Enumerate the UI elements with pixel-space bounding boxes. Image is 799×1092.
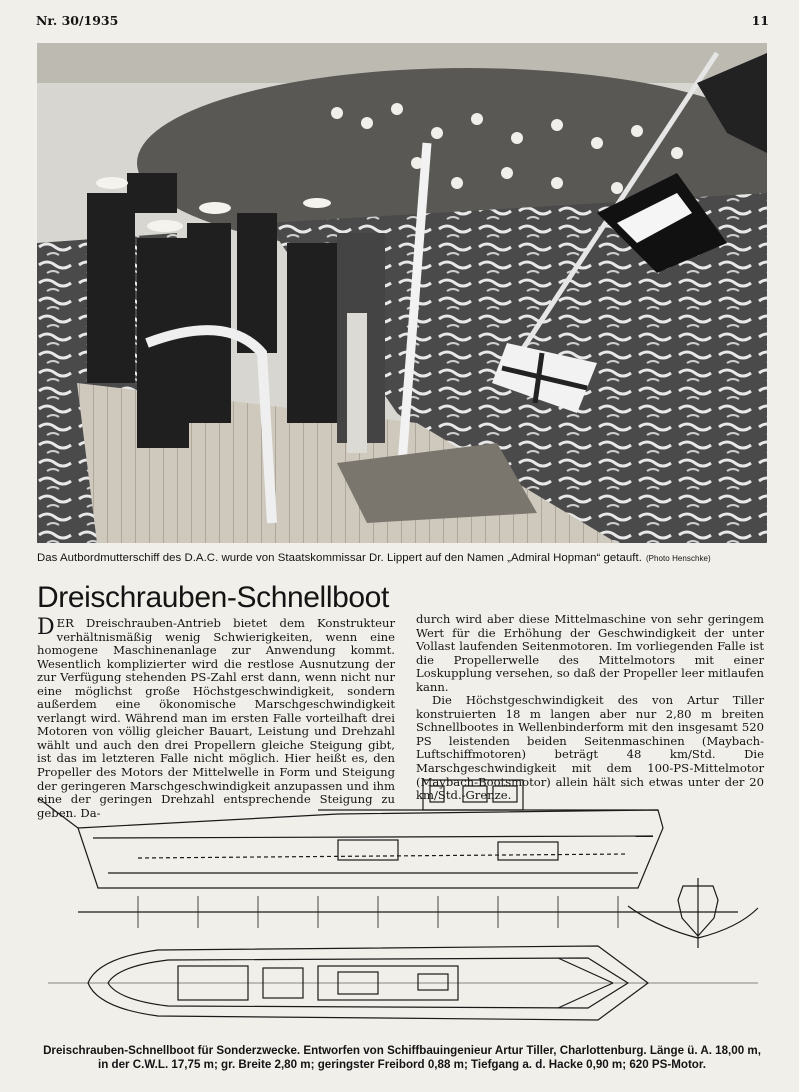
- drop-cap: D: [37, 615, 55, 640]
- christening-photo: [37, 43, 767, 543]
- right-paragraph-2: Die Höchstgeschwindigkeit des von Artur Tiller konstruierten 18 m langen aber nur 2,80 m breiten Schnellbootes in Wellenbinderform mit den insgesamt 520 PS leistenden beiden Seitenmaschinen (Maybach-Luftschiffmotoren) beträgt 48 km/Std. Die Marschgeschwindigkeit mit dem 100-PS-Mittelmotor (Maybach-Bootsmotor) allein hält sich etwas unter der 20 km/Std.-Grenze.: [416, 693, 764, 803]
- article-headline: Dreischrauben-Schnellboot: [37, 581, 389, 614]
- plan-caption-line-1: Dreischrauben-Schnellboot für Sonderzwecke. Entworfen von Schiffbauingenieur Artur Tiller, Charlottenburg. Länge ü. A. 18,00 m,: [43, 1044, 761, 1057]
- boat-plan-drawing: [38, 778, 768, 1040]
- right-paragraph-1: durch wird aber diese Mittelmaschine von sehr geringem Wert für die Erhöhung der Geschwindigkeit der unter Vollast laufenden Seitenmotoren. Im vorliegenden Falle ist die Propellerwelle des Mittelmotors mit einer Loskupplung versehen, so daß der Propeller leer mitlaufen kann.: [416, 612, 764, 694]
- plan-caption-line-2: in der C.W.L. 17,75 m; gr. Breite 2,80 m; geringster Freibord 0,88 m; Tiefgang a. d. Hacke 0,90 m; 620 PS-Motor.: [97, 1057, 706, 1071]
- issue-number: Nr. 30/1935: [36, 13, 119, 28]
- article-column-right: [416, 613, 764, 803]
- photo-caption-text: Das Autbordmutterschiff des D.A.C. wurde von Staatskommissar Dr. Lippert auf den Namen „Admiral Hopman“ getauft.: [37, 552, 642, 564]
- photo-credit: (Photo Henschke): [645, 554, 711, 563]
- left-column-text: ER Dreischrauben-Antrieb bietet dem Konstrukteur verhältnismäßig wenig Schwierigkeiten, wenn eine homogene Maschinenanlage zur Anwendung kommt. Wesentlich komplizierter wird die restlose Ausnutzung der zur Verfügung stehenden PS-Zahl erst dann, wenn nicht nur eine möglichst große Höchstgeschwindigkeit, sondern außerdem eine ökonomische Marschgeschwindigkeit verlangt wird. Während man im ersten Falle vorteilhaft drei Motoren von völlig gleicher Bauart, Leistung und Drehzahl wählt und auch den drei Propellern gleiche Steigung gibt, ist das im letzteren Falle nicht möglich. Hier heißt es, den Propeller des Motors der Mittelwelle in Form und Steigung der geringeren Marschgeschwindigkeit anzupassen und ihm eine der geringen Drehzahl entsprechende Steigung zu geben. Da-: [37, 616, 395, 820]
- plan-caption: [37, 1044, 767, 1071]
- photo-caption: [37, 552, 777, 564]
- page-number: 11: [751, 13, 769, 28]
